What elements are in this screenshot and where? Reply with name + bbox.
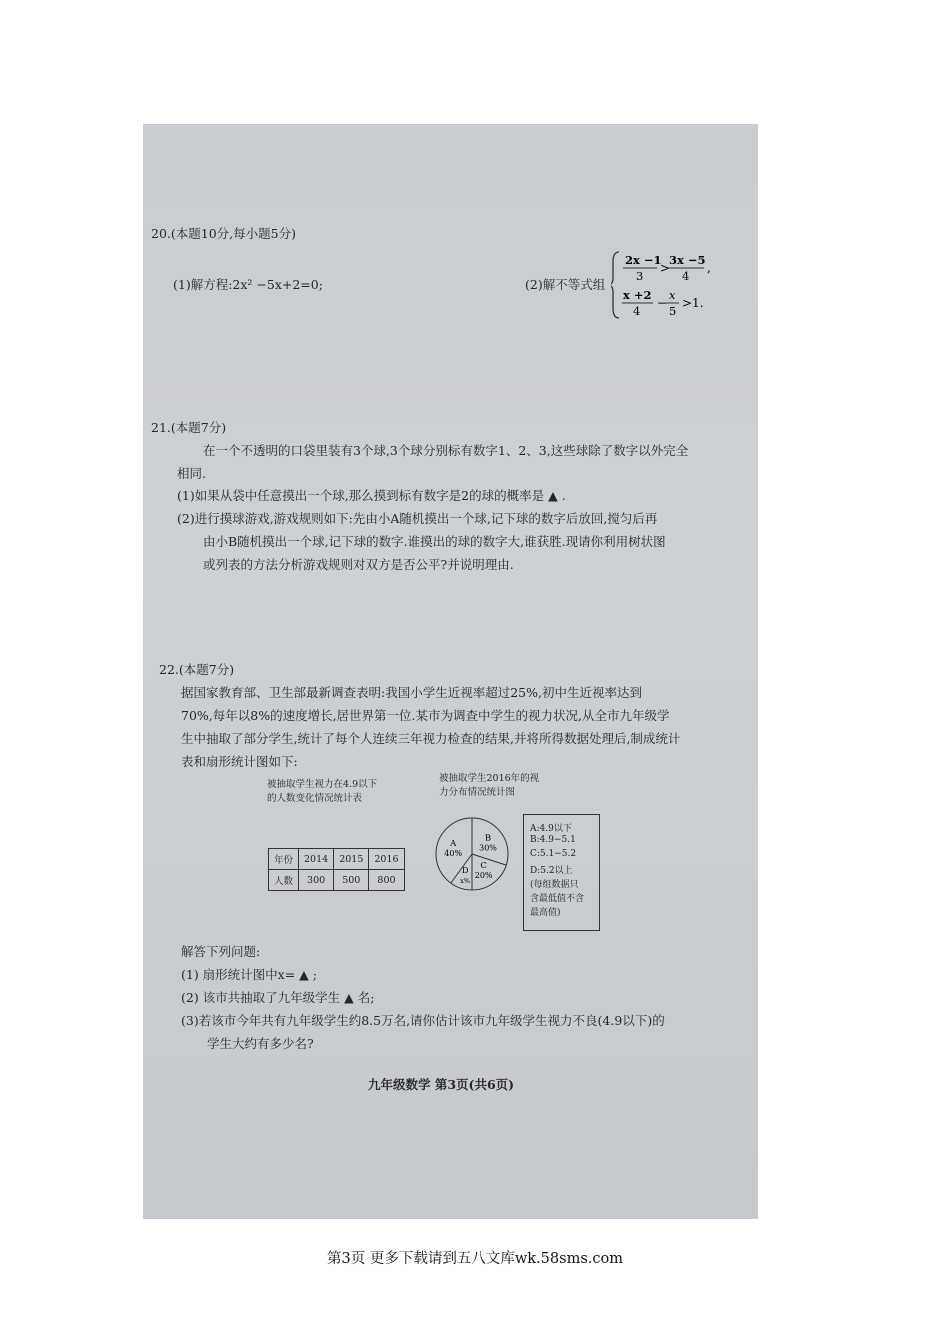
q22-line1: 据国家教育部、卫生部最新调查表明:我国小学生近视率超过25%,初中生近视率达到 [181, 685, 642, 700]
q22-sub1: (1) 扇形统计图中x= ▲ ; [181, 967, 317, 982]
scanned-exam-photo [143, 124, 758, 1219]
vision-stats-table [268, 848, 405, 891]
svg-text:x +2: x +2 [623, 288, 652, 302]
pie-slice-percent: 40% [444, 848, 463, 858]
table-cell: 500 [334, 870, 369, 891]
table-cell: 2016 [369, 849, 404, 870]
pie-slice-boundary [472, 854, 506, 865]
table-header-row [269, 849, 405, 870]
q21-line1: 在一个不透明的口袋里装有3个球,3个球分别标有数字1、2、3,这些球除了数字以外完全 [203, 443, 689, 458]
q22-line3: 生中抽取了部分学生,统计了每个人连续三年视力检查的结果,并将所得数据处理后,制成统计 [181, 731, 681, 746]
legend-item-c: C:5.1−5.2 [530, 849, 577, 859]
table-title-2: 的人数变化情况统计表 [267, 793, 363, 804]
pie-chart [426, 814, 522, 894]
q20-header: 20.(本题10分,每小题5分) [151, 226, 296, 241]
legend-item-b: B:4.9−5.1 [530, 835, 576, 845]
q22-line2: 70%,每年以8%的速度增长,居世界第一位.某市为调查中学生的视力状况,从全市九年级学 [181, 708, 670, 723]
pie-slice-label: D [461, 866, 469, 877]
legend-note-2: 含最低值不含 [530, 894, 585, 904]
q22-sub2: (2) 该市共抽取了九年级学生 ▲ 名; [181, 990, 375, 1005]
q22-sub3-line1: (3)若该市今年共有九年级学生约8.5万名,请你估计该市九年级学生视力不良(4.9以下)的 [181, 1013, 665, 1028]
q21-line4: (2)进行摸球游戏,游戏规则如下:先由小A随机摸出一个球,记下球的数字后放回,搅匀后再 [177, 511, 658, 526]
inner-page-footer: 九年级数学 第3页(共6页) [368, 1077, 515, 1092]
q22-intro: 解答下列问题: [181, 944, 261, 959]
pie-slice-label: A [450, 838, 457, 849]
svg-text:4: 4 [633, 304, 641, 318]
svg-text:2x −1: 2x −1 [625, 253, 662, 267]
q21-line3: (1)如果从袋中任意摸出一个球,那么摸到标有数字是2的球的概率是 ▲ . [177, 488, 566, 503]
q21-line5: 由小B随机摸出一个球,记下球的数字.谁摸出的球的数字大,谁获胜.现请你利用树状图 [203, 534, 666, 549]
svg-text:,: , [707, 261, 711, 275]
pie-slice-label: C [480, 861, 487, 872]
inequality-system [611, 250, 751, 320]
svg-text:>1.: >1. [682, 296, 704, 310]
pie-title-2: 力分布情况统计图 [439, 787, 516, 798]
table-cell: 年份 [269, 849, 299, 870]
table-title-1: 被抽取学生视力在4.9以下 [267, 779, 378, 790]
brace-icon [611, 252, 619, 318]
table-row [269, 870, 405, 891]
q22-header: 22.(本题7分) [159, 662, 235, 677]
svg-text:3x −5: 3x −5 [669, 253, 706, 267]
q21-line6: 或列表的方法分析游戏规则对双方是否公平?并说明理由. [203, 557, 514, 572]
legend-item-a: A:4.9以下 [530, 824, 572, 834]
q20-part1: (1)解方程:2x² −5x+2=0; [173, 277, 323, 292]
table-cell: 2014 [299, 849, 334, 870]
pie-title-1: 被抽取学生2016年的视 [439, 773, 540, 784]
q21-line2: 相同. [177, 466, 206, 481]
page-footer: 第3页 更多下载请到五八文库wk.58sms.com [327, 1251, 623, 1267]
table-cell: 2015 [334, 849, 369, 870]
pie-slice-percent: 20% [474, 871, 493, 881]
q22-sub3-line2: 学生大约有多少名? [207, 1036, 314, 1051]
q20-part2-label: (2)解不等式组 [525, 277, 606, 292]
q22-line4: 表和扇形统计图如下: [181, 754, 298, 769]
table-cell: 人数 [269, 870, 299, 891]
table-cell: 300 [299, 870, 334, 891]
svg-text:3: 3 [636, 269, 644, 283]
legend-item-d: D:5.2以上 [530, 866, 573, 876]
pie-legend [523, 814, 600, 931]
pie-slice-percent: x% [460, 877, 471, 886]
svg-text:x: x [669, 288, 676, 302]
svg-text:−: − [657, 296, 668, 310]
legend-note-1: (每组数据只 [530, 880, 579, 890]
pie-slice-percent: 30% [479, 843, 497, 853]
pie-slice-label: B [484, 833, 492, 844]
svg-text:4: 4 [682, 269, 690, 283]
table-cell: 800 [369, 870, 404, 891]
svg-text:5: 5 [669, 304, 677, 318]
svg-text:>: > [660, 261, 671, 275]
q21-header: 21.(本题7分) [151, 420, 227, 435]
legend-note-3: 最高值) [530, 908, 561, 918]
